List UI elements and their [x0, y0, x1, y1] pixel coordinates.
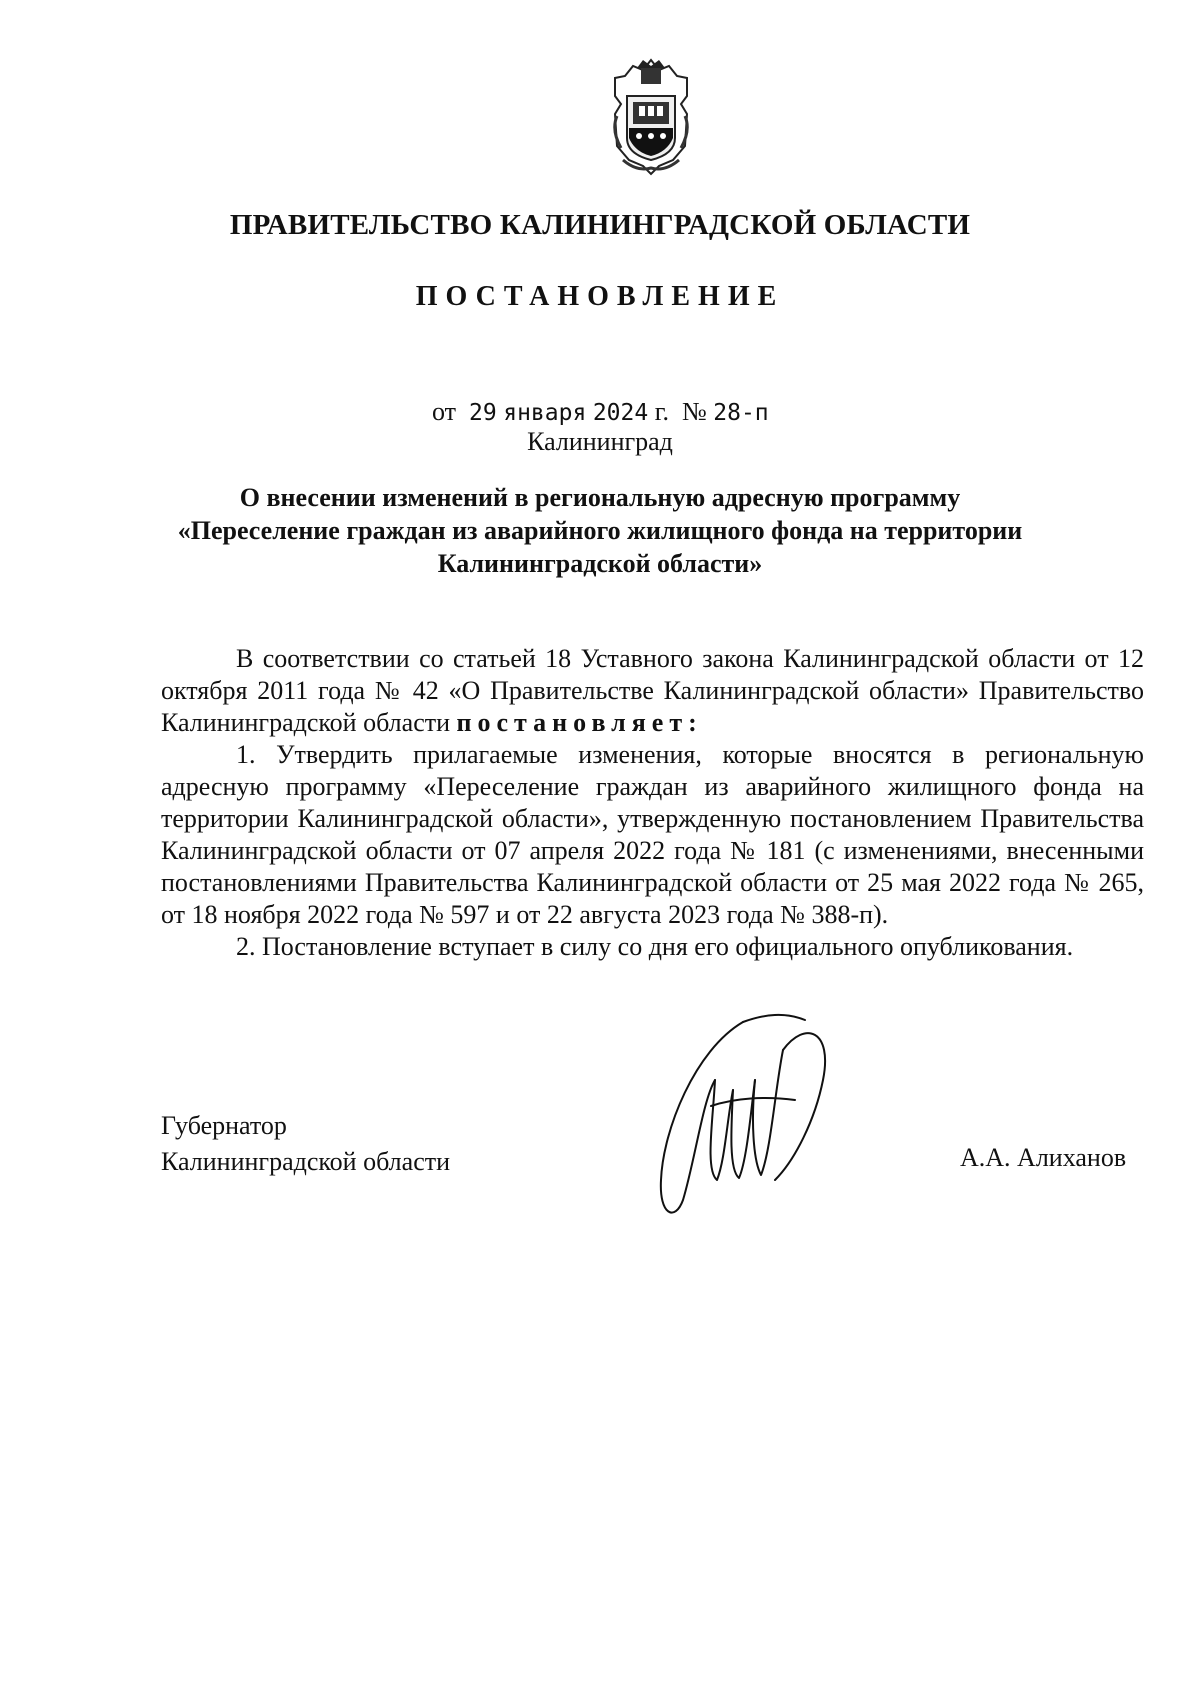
decree-word: постановляет:: [456, 708, 703, 737]
city: Калининград: [527, 427, 673, 456]
subject-line: О внесении изменений в региональную адресную программу: [239, 483, 961, 512]
number-prefix: №: [681, 397, 707, 426]
document-type: ПОСТАНОВЛЕНИЕ: [415, 281, 785, 312]
signer-position-line: Губернатор: [161, 1111, 287, 1140]
preamble-text: В соответствии со статьей 18 Уставного закона Калининградской области от 12 октября 2011 года № 42 «О Правительстве Калининградской области» Правительство Калининградской области: [161, 644, 1144, 737]
document-subject: [150, 481, 1050, 580]
date-year-suffix: г.: [654, 397, 669, 426]
coat-of-arms-icon: [607, 56, 695, 178]
item-paragraph: 2. Постановление вступает в силу со дня его официального опубликования.: [236, 932, 1074, 961]
subject-line: Калининградской области»: [437, 549, 763, 578]
date-day: 29: [469, 400, 497, 426]
item-paragraph: 1. Утвердить прилагаемые изменения, которые вносятся в региональную адресную программу «Переселение граждан из аварийного жилищного фонда на территории Калининградской области», утвержденную постановлением Правительства Калининградской области от 07 апреля 2022 года № 181 (с изменениями, внесенными постановлениями Правительства Калининградской области от 25 мая 2022 года № 265, от 18 ноября 2022 года № 597 и от 22 августа 2023 года № 388-п).: [161, 740, 1144, 929]
date-month: января: [503, 400, 587, 426]
government-title: ПРАВИТЕЛЬСТВО КАЛИНИНГРАДСКОЙ ОБЛАСТИ: [229, 209, 971, 241]
document-date-number: [432, 397, 769, 427]
handwritten-signature-icon: [655, 1010, 830, 1225]
date-year: 2024: [592, 400, 649, 426]
subject-line: «Переселение граждан из аварийного жилищного фонда на территории: [177, 516, 1023, 545]
document-number: 28-п: [713, 400, 769, 426]
date-prefix: от: [432, 397, 457, 426]
signer-position: [161, 1108, 450, 1180]
signer-position-line: Калининградской области: [161, 1147, 451, 1176]
preamble-paragraph: [161, 643, 1144, 739]
signer-name: А.А. Алиханов: [960, 1143, 1127, 1172]
document-body: [161, 643, 1144, 963]
